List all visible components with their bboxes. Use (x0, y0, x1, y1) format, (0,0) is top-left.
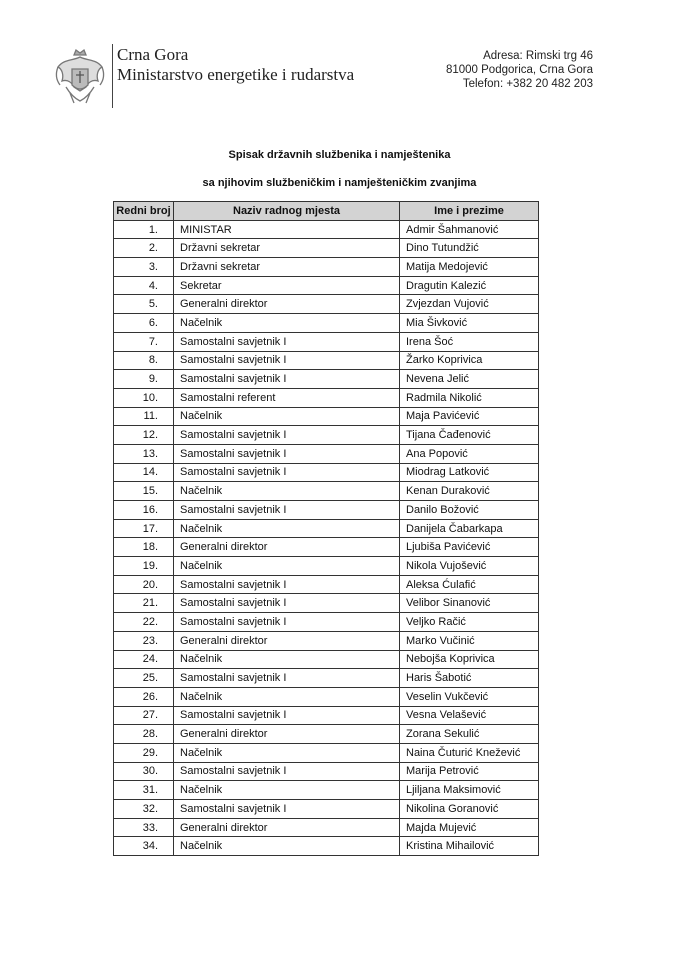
org-line-1: Crna Gora (117, 45, 189, 64)
table-row (114, 220, 539, 239)
row-number: 10. (114, 388, 174, 407)
row-number: 31. (114, 781, 174, 800)
employee-name: Veljko Račić (400, 613, 539, 632)
table-row (114, 762, 539, 781)
position-title: Samostalni savjetnik I (174, 501, 400, 520)
position-title: Generalni direktor (174, 725, 400, 744)
employee-name: Marko Vučinić (400, 631, 539, 650)
table-row (114, 669, 539, 688)
employee-name: Zorana Sekulić (400, 725, 539, 744)
table-row (114, 501, 539, 520)
employee-name: Aleksa Ćulafić (400, 575, 539, 594)
position-title: Načelnik (174, 407, 400, 426)
position-title: Generalni direktor (174, 818, 400, 837)
table-row (114, 594, 539, 613)
employee-name: Ljubiša Pavićević (400, 538, 539, 557)
row-number: 1. (114, 220, 174, 239)
table-row (114, 575, 539, 594)
position-title: Samostalni referent (174, 388, 400, 407)
position-title: Državni sekretar (174, 239, 400, 258)
table-row (114, 444, 539, 463)
table-row (114, 295, 539, 314)
row-number: 4. (114, 276, 174, 295)
address-line-1: Adresa: Rimski trg 46 (483, 50, 593, 62)
row-number: 16. (114, 501, 174, 520)
position-title: Generalni direktor (174, 295, 400, 314)
table-row (114, 407, 539, 426)
header-divider (112, 44, 113, 108)
employee-name: Zvjezdan Vujović (400, 295, 539, 314)
position-title: MINISTAR (174, 220, 400, 239)
table-row (114, 631, 539, 650)
employee-name: Haris Šabotić (400, 669, 539, 688)
position-title: Načelnik (174, 687, 400, 706)
employee-name: Kenan Duraković (400, 482, 539, 501)
row-number: 3. (114, 258, 174, 277)
row-number: 15. (114, 482, 174, 501)
employee-name: Nevena Jelić (400, 370, 539, 389)
row-number: 8. (114, 351, 174, 370)
org-line-2: Ministarstvo energetike i rudarstva (117, 65, 355, 84)
employee-name: Danijela Čabarkapa (400, 519, 539, 538)
row-number: 2. (114, 239, 174, 258)
table-row (114, 463, 539, 482)
row-number: 11. (114, 407, 174, 426)
row-number: 21. (114, 594, 174, 613)
employee-name: Matija Medojević (400, 258, 539, 277)
position-title: Samostalni savjetnik I (174, 444, 400, 463)
row-number: 30. (114, 762, 174, 781)
column-header-name: Ime i prezime (400, 202, 539, 221)
row-number: 23. (114, 631, 174, 650)
position-title: Načelnik (174, 557, 400, 576)
position-title: Generalni direktor (174, 631, 400, 650)
position-title: Samostalni savjetnik I (174, 800, 400, 819)
row-number: 34. (114, 837, 174, 856)
row-number: 22. (114, 613, 174, 632)
employee-name: Miodrag Latković (400, 463, 539, 482)
table-row (114, 687, 539, 706)
table-row (114, 482, 539, 501)
table-row (114, 818, 539, 837)
employee-name: Majda Mujević (400, 818, 539, 837)
position-title: Samostalni savjetnik I (174, 669, 400, 688)
employee-name: Vesna Velašević (400, 706, 539, 725)
employee-name: Nebojša Koprivica (400, 650, 539, 669)
position-title: Samostalni savjetnik I (174, 370, 400, 389)
address-block (446, 49, 593, 91)
table-row (114, 258, 539, 277)
table-row (114, 557, 539, 576)
table-row (114, 314, 539, 333)
document-subtitle: sa njihovim službeničkim i namješteničkim zvanjima (202, 177, 477, 189)
row-number: 17. (114, 519, 174, 538)
row-number: 9. (114, 370, 174, 389)
employee-name: Nikolina Goranović (400, 800, 539, 819)
employee-name: Radmila Nikolić (400, 388, 539, 407)
table-row (114, 743, 539, 762)
row-number: 5. (114, 295, 174, 314)
table-row (114, 837, 539, 856)
position-title: Samostalni savjetnik I (174, 332, 400, 351)
employee-name: Mia Šivković (400, 314, 539, 333)
employee-name: Ana Popović (400, 444, 539, 463)
employee-name: Nikola Vujošević (400, 557, 539, 576)
document-title: Spisak državnih službenika i namještenika (228, 149, 451, 161)
column-header-position: Naziv radnog mjesta (174, 202, 400, 221)
employee-name: Žarko Koprivica (400, 351, 539, 370)
column-header-number: Redni broj (114, 202, 174, 221)
employee-name: Irena Šoć (400, 332, 539, 351)
row-number: 32. (114, 800, 174, 819)
address-line-2: 81000 Podgorica, Crna Gora (445, 64, 593, 76)
employee-name: Admir Šahmanović (400, 220, 539, 239)
row-number: 33. (114, 818, 174, 837)
table-row (114, 332, 539, 351)
table-row (114, 706, 539, 725)
position-title: Generalni direktor (174, 538, 400, 557)
position-title: Načelnik (174, 519, 400, 538)
position-title: Načelnik (174, 650, 400, 669)
employee-name: Danilo Božović (400, 501, 539, 520)
employee-name: Maja Pavićević (400, 407, 539, 426)
table-row (114, 781, 539, 800)
employee-name: Marija Petrović (400, 762, 539, 781)
row-number: 19. (114, 557, 174, 576)
row-number: 13. (114, 444, 174, 463)
employee-name: Dino Tutundžić (400, 239, 539, 258)
position-title: Državni sekretar (174, 258, 400, 277)
row-number: 7. (114, 332, 174, 351)
row-number: 14. (114, 463, 174, 482)
table-row (114, 519, 539, 538)
position-title: Samostalni savjetnik I (174, 575, 400, 594)
row-number: 12. (114, 426, 174, 445)
position-title: Samostalni savjetnik I (174, 426, 400, 445)
position-title: Samostalni savjetnik I (174, 762, 400, 781)
row-number: 27. (114, 706, 174, 725)
table-row (114, 538, 539, 557)
row-number: 24. (114, 650, 174, 669)
table-row (114, 370, 539, 389)
position-title: Samostalni savjetnik I (174, 351, 400, 370)
employee-name: Tijana Čađenović (400, 426, 539, 445)
row-number: 25. (114, 669, 174, 688)
row-number: 20. (114, 575, 174, 594)
position-title: Načelnik (174, 781, 400, 800)
row-number: 6. (114, 314, 174, 333)
row-number: 18. (114, 538, 174, 557)
table-row (114, 725, 539, 744)
table-row (114, 613, 539, 632)
position-title: Načelnik (174, 743, 400, 762)
table-row (114, 800, 539, 819)
employee-name: Ljiljana Maksimović (400, 781, 539, 800)
position-title: Samostalni savjetnik I (174, 594, 400, 613)
position-title: Načelnik (174, 314, 400, 333)
table-row (114, 388, 539, 407)
table-body (114, 220, 539, 855)
table-row (114, 276, 539, 295)
position-title: Samostalni savjetnik I (174, 706, 400, 725)
table-row (114, 239, 539, 258)
row-number: 29. (114, 743, 174, 762)
position-title: Samostalni savjetnik I (174, 613, 400, 632)
employee-name: Kristina Mihailović (400, 837, 539, 856)
address-line-3: Telefon: +382 20 482 203 (462, 78, 593, 90)
employee-table (113, 201, 539, 856)
row-number: 28. (114, 725, 174, 744)
table-row (114, 351, 539, 370)
table-row (114, 426, 539, 445)
position-title: Načelnik (174, 837, 400, 856)
employee-name: Veselin Vukčević (400, 687, 539, 706)
coat-of-arms-icon (52, 47, 108, 109)
employee-name: Naina Čuturić Knežević (400, 743, 539, 762)
organization-name (117, 45, 354, 85)
employee-name: Velibor Sinanović (400, 594, 539, 613)
position-title: Sekretar (174, 276, 400, 295)
table-header-row (114, 202, 539, 221)
position-title: Samostalni savjetnik I (174, 463, 400, 482)
employee-name: Dragutin Kalezić (400, 276, 539, 295)
table-row (114, 650, 539, 669)
row-number: 26. (114, 687, 174, 706)
position-title: Načelnik (174, 482, 400, 501)
